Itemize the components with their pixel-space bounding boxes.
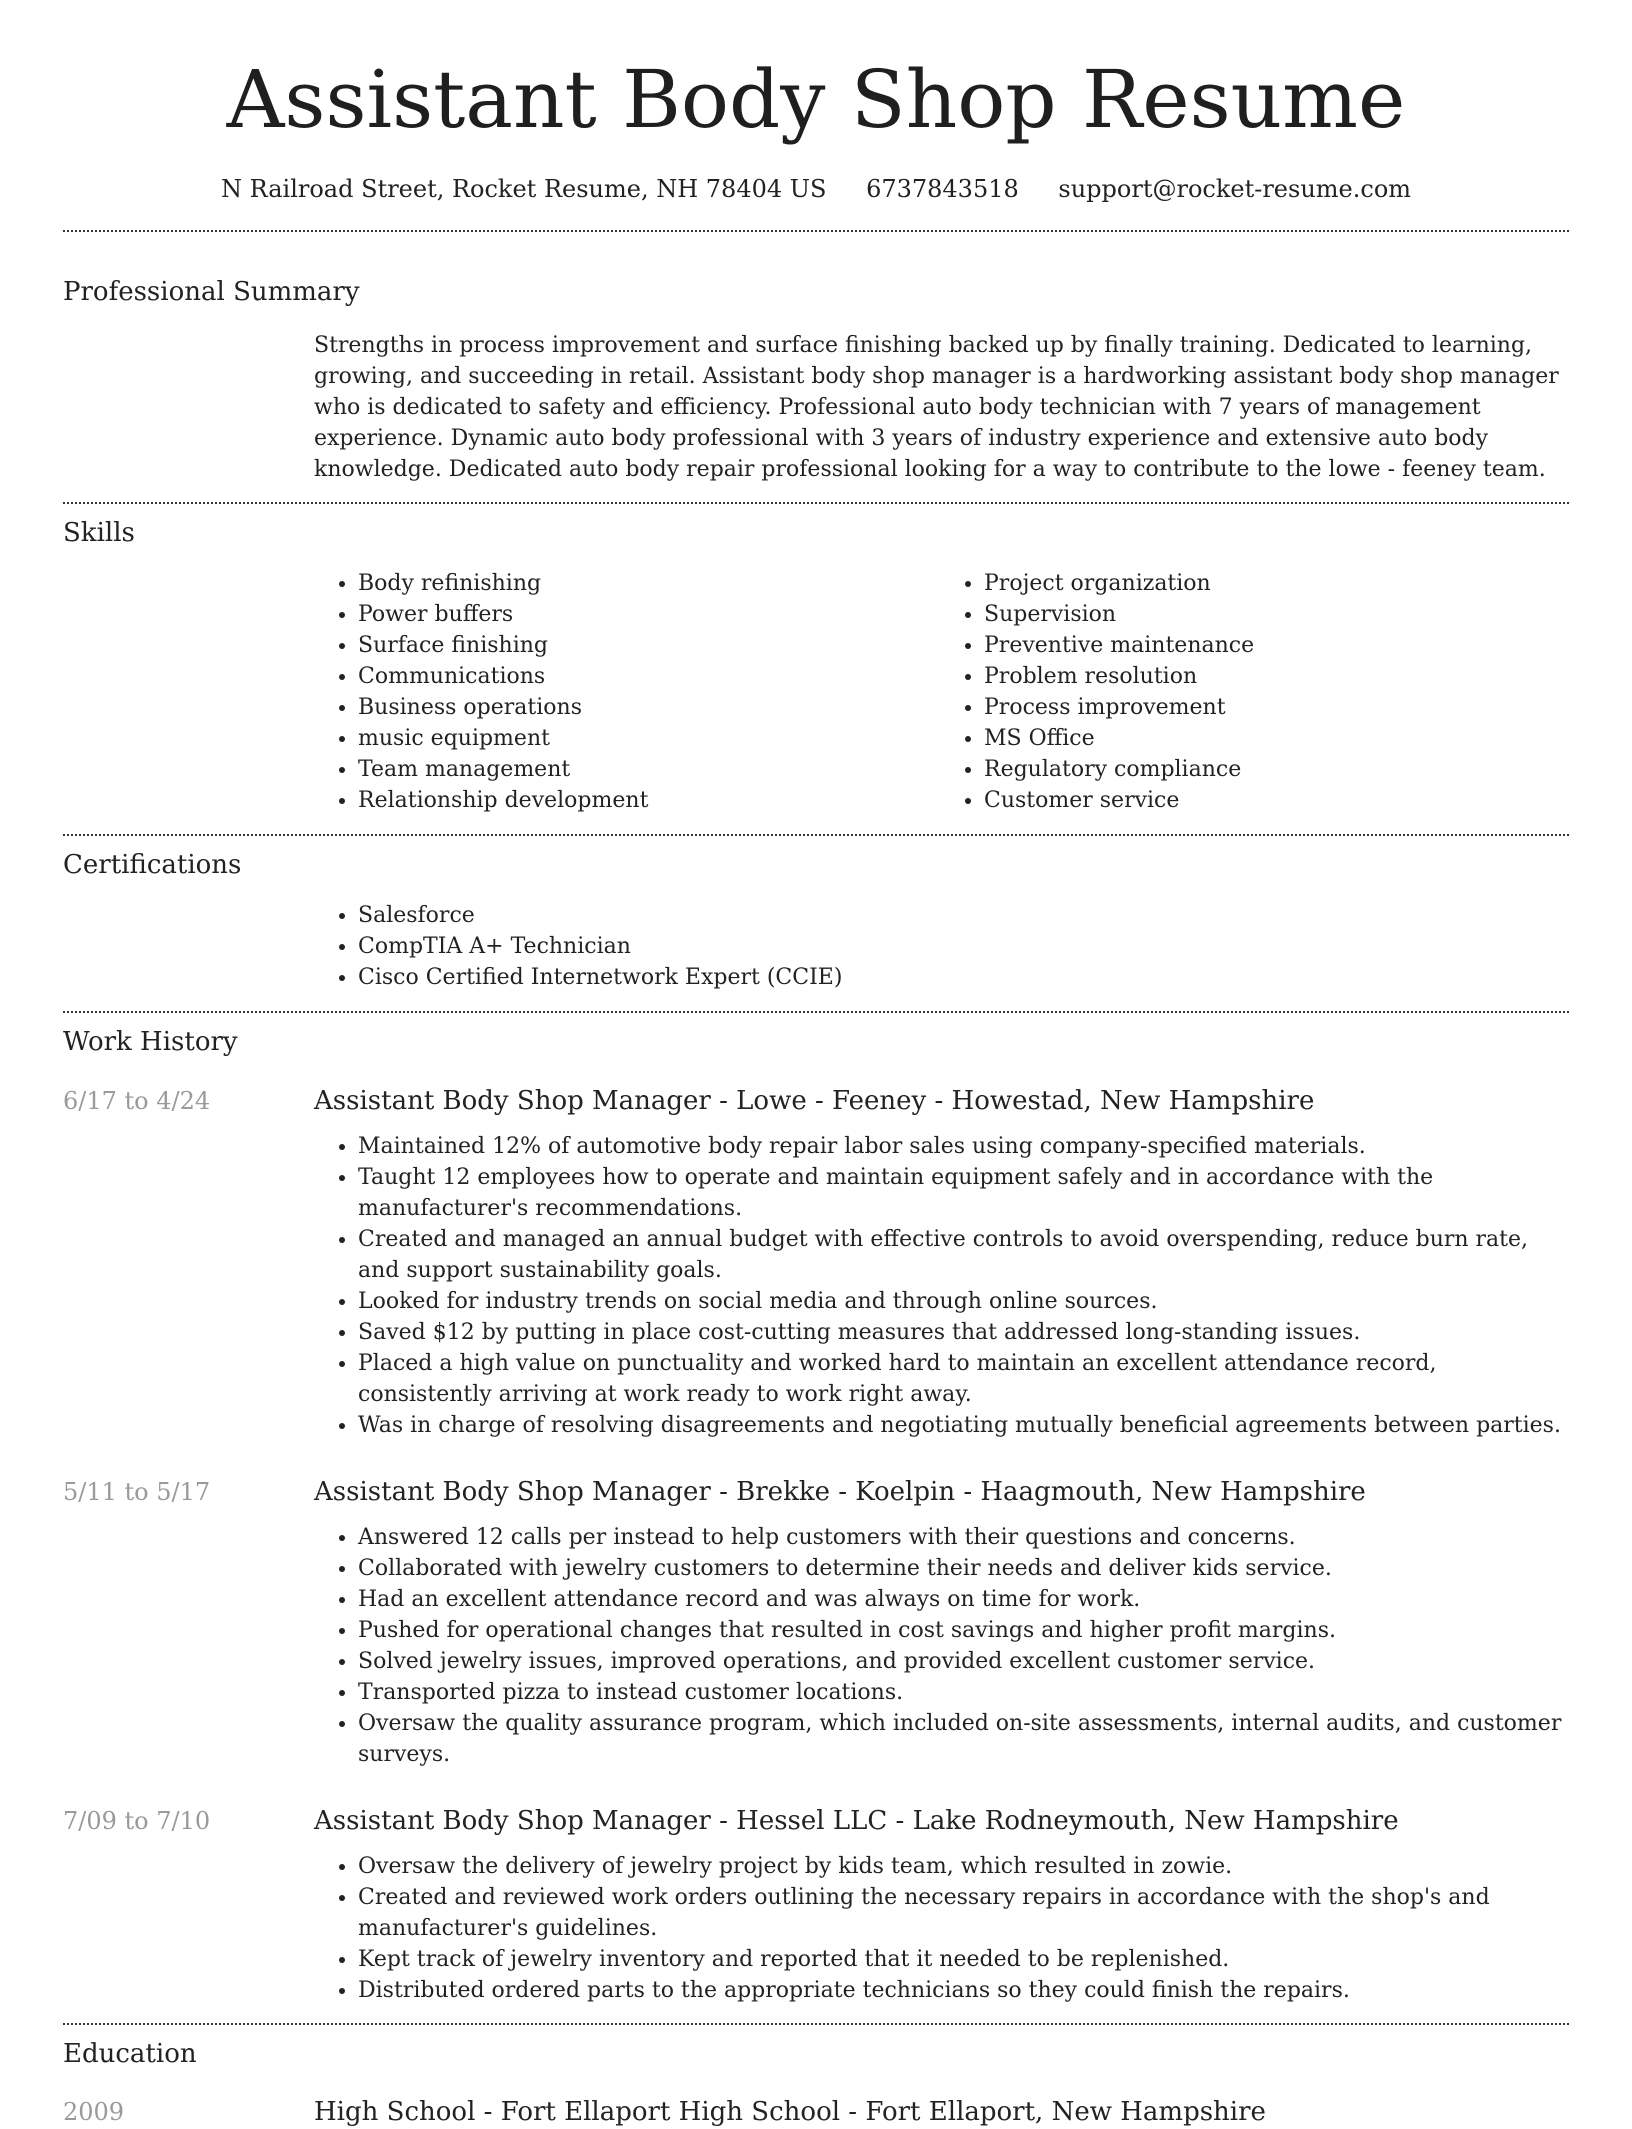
work-section	[0, 1025, 1632, 2006]
job-bullet: • Created and reviewed work orders outlining the necessary repairs in accordance with the shop's and manufacturer's guidelines.	[358, 1882, 1566, 1944]
contact-address: N Railroad Street, Rocket Resume, NH 78404 US	[220, 175, 827, 203]
education-heading: Education	[63, 2039, 197, 2069]
job-bullet: • Oversaw the delivery of jewelry project by kids team, which resulted in zowie.	[358, 1851, 1566, 1882]
skill-item: • Preventive maintenance	[984, 630, 1566, 661]
certifications-heading: Certifications	[63, 850, 242, 880]
job-title: Assistant Body Shop Manager - Lowe - Feeney - Howestad, New Hampshire	[314, 1086, 1315, 1116]
job-entry	[0, 1475, 1632, 1770]
education-section	[0, 2037, 1632, 2129]
job-dates: 6/17 to 4/24	[63, 1087, 211, 1115]
job-bullet: • Was in charge of resolving disagreements and negotiating mutually beneficial agreements between parties.	[358, 1410, 1566, 1441]
job-bullet: • Placed a high value on punctuality and worked hard to maintain an excellent attendance record, consistently arriving at work ready to work right away.	[358, 1348, 1566, 1410]
resume-title: Assistant Body Shop Resume	[226, 53, 1406, 146]
job-bullet: • Collaborated with jewelry customers to determine their needs and deliver kids service.	[358, 1553, 1566, 1584]
skill-item: • Team management	[358, 754, 940, 785]
skills-columns	[314, 568, 1566, 816]
divider	[63, 1011, 1569, 1013]
job-bullet: • Oversaw the quality assurance program, which included on-site assessments, internal audits, and customer surveys.	[358, 1708, 1566, 1770]
job-bullet: • Created and managed an annual budget with effective controls to avoid overspending, reduce burn rate, and support sustainability goals.	[358, 1224, 1566, 1286]
job-title: Assistant Body Shop Manager - Brekke - Koelpin - Haagmouth, New Hampshire	[314, 1477, 1366, 1507]
job-bullets	[314, 1522, 1566, 1770]
job-bullet: • Answered 12 calls per instead to help customers with their questions and concerns.	[358, 1522, 1566, 1553]
job-bullet: • Saved $12 by putting in place cost-cutting measures that addressed long-standing issues.	[358, 1317, 1566, 1348]
skill-item: • Project organization	[984, 568, 1566, 599]
certification-item: • Cisco Certified Internetwork Expert (CCIE)	[358, 962, 1566, 993]
job-title: Assistant Body Shop Manager - Hessel LLC - Lake Rodneymouth, New Hampshire	[314, 1806, 1399, 1836]
job-bullet: • Solved jewelry issues, improved operations, and provided excellent customer service.	[358, 1646, 1566, 1677]
skill-item: • Communications	[358, 661, 940, 692]
education-date: 2009	[63, 2098, 125, 2126]
job-dates: 5/11 to 5/17	[63, 1478, 211, 1506]
education-title: High School - Fort Ellaport High School - Fort Ellaport, New Hampshire	[314, 2097, 1266, 2127]
divider	[63, 834, 1569, 836]
certifications-section	[0, 848, 1632, 993]
job-bullet: • Transported pizza to instead customer locations.	[358, 1677, 1566, 1708]
skill-item: • Relationship development	[358, 785, 940, 816]
skill-item: • music equipment	[358, 723, 940, 754]
skill-item: • Power buffers	[358, 599, 940, 630]
skills-heading: Skills	[63, 518, 135, 548]
certification-item: • CompTIA A+ Technician	[358, 931, 1566, 962]
certifications-list	[314, 900, 1566, 993]
contact-email: support@rocket-resume.com	[1058, 175, 1412, 203]
job-entry	[0, 1804, 1632, 2006]
skill-item: • Body refinishing	[358, 568, 940, 599]
job-bullet: • Distributed ordered parts to the appropriate technicians so they could finish the repairs.	[358, 1975, 1566, 2006]
divider	[63, 502, 1569, 504]
divider	[63, 230, 1569, 232]
job-bullets	[314, 1851, 1566, 2006]
summary-text: Strengths in process improvement and surface finishing backed up by finally training. Dedicated to learning, growing, and succeeding in retail. Assistant body shop manager is a hardworking assistant body shop manager who is dedicated to safety and efficiency. Professional auto body technician with 7 years of management experience. Dynamic auto body professional with 3 years of industry experience and extensive auto body knowledge. Dedicated auto body repair professional looking for a way to contribute to the lowe - feeney team.	[314, 333, 1559, 482]
education-entry	[0, 2095, 1632, 2129]
skills-list-left	[314, 568, 940, 816]
job-bullet: • Looked for industry trends on social media and through online sources.	[358, 1286, 1566, 1317]
certification-item: • Salesforce	[358, 900, 1566, 931]
job-bullet: • Taught 12 employees how to operate and maintain equipment safely and in accordance with the manufacturer's recommendations.	[358, 1162, 1566, 1224]
skill-item: • MS Office	[984, 723, 1566, 754]
skill-item: • Process improvement	[984, 692, 1566, 723]
job-entry	[0, 1084, 1632, 1441]
job-dates: 7/09 to 7/10	[63, 1807, 211, 1835]
contact-line	[0, 174, 1632, 204]
skill-item: • Problem resolution	[984, 661, 1566, 692]
skills-list-right	[940, 568, 1566, 816]
skill-item: • Customer service	[984, 785, 1566, 816]
work-heading: Work History	[63, 1027, 238, 1057]
job-bullet: • Pushed for operational changes that resulted in cost savings and higher profit margins.	[358, 1615, 1566, 1646]
skill-item: • Surface finishing	[358, 630, 940, 661]
contact-phone: 6737843518	[866, 175, 1019, 203]
summary-heading: Professional Summary	[63, 277, 360, 307]
job-bullets	[314, 1131, 1566, 1441]
skill-item: • Business operations	[358, 692, 940, 723]
job-bullet: • Had an excellent attendance record and was always on time for work.	[358, 1584, 1566, 1615]
job-bullet: • Maintained 12% of automotive body repair labor sales using company-specified materials.	[358, 1131, 1566, 1162]
skill-item: • Supervision	[984, 599, 1566, 630]
job-bullet: • Kept track of jewelry inventory and reported that it needed to be replenished.	[358, 1944, 1566, 1975]
certifications-body	[314, 900, 1566, 993]
skill-item: • Regulatory compliance	[984, 754, 1566, 785]
summary-section	[0, 275, 1632, 485]
skills-section	[0, 516, 1632, 816]
divider	[63, 2023, 1569, 2025]
